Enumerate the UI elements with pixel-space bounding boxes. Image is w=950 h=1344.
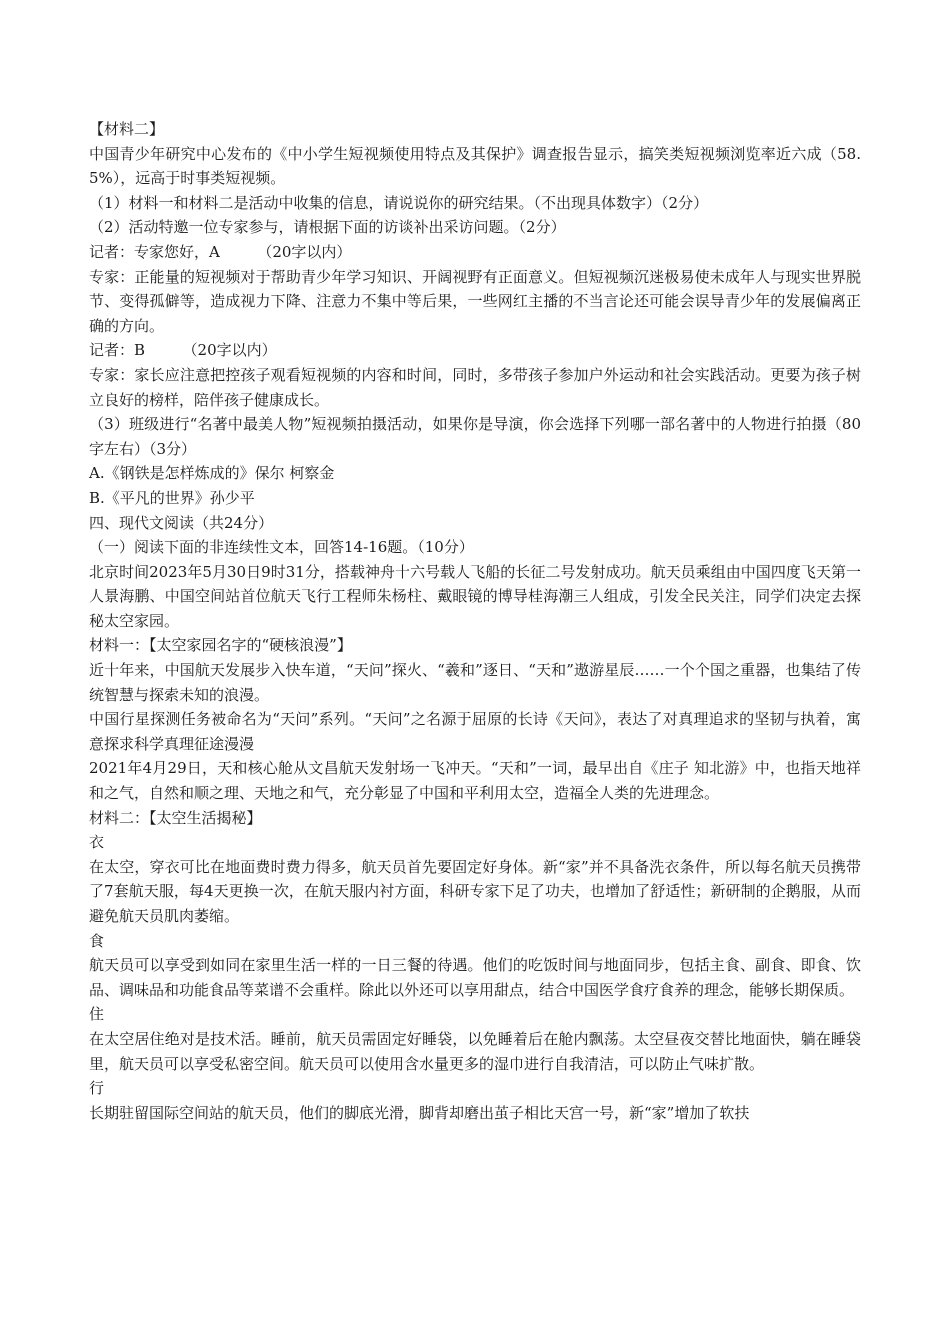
subsection-instruction: （一）阅读下面的非连续性文本，回答14-16题。（10分） [89, 538, 474, 557]
document-page [89, 117, 861, 1125]
interview-expert-answer-1: 专家：正能量的短视频对于帮助青少年学习知识、开阔视野有正面意义。但短视频沉迷极易使未成年人与现实世界脱节、变得孤僻等，造成视力下降、注意力不集中等后果，一些网红主播的不当言论还可能会误导青少年的发展偏离正确的方向。 [89, 267, 861, 335]
intro-paragraph: 北京时间2023年5月30日9时31分，搭载神舟十六号载人飞船的长征二号发射成功。航天员乘组由中国四度飞天第一人景海鹏、中国空间站首位航天飞行工程师朱杨柱、戴眼镜的博导桂海潮三人组成，引发全民关注，同学们决定去探秘太空家园。 [89, 562, 861, 630]
interview-reporter-a: 记者：专家您好，A （20字以内） [89, 242, 352, 261]
material-one-paragraph-1: 近十年来，中国航天发展步入快车道，“天问”探火、“羲和”逐日、“天和”遨游星辰……一个个国之重器，也集结了传统智慧与探索未知的浪漫。 [89, 661, 861, 704]
question-3: （3）班级进行“名著中最美人物”短视频拍摄活动，如果你是导演，你会选择下列哪一部名著中的人物进行拍摄（80字左右）（3分） [89, 415, 861, 458]
material-two-secret-heading: 材料二：【太空生活揭秘】 [89, 808, 262, 827]
material-one-heading: 材料一：【太空家园名字的“硬核浪漫”】 [89, 636, 352, 655]
food-paragraph: 航天员可以享受到如同在家里生活一样的一日三餐的待遇。他们的吃饭时间与地面同步，包括主食、副食、即食、饮品、调味品和功能食品等菜谱不会重样。除此以外还可以享用甜点，结合中国医学食疗食养的理念，能够长期保质。 [89, 956, 861, 999]
question-2: （2）活动特邀一位专家参与，请根据下面的访谈补出采访问题。（2分） [89, 218, 566, 237]
clothing-paragraph: 在太空，穿衣可比在地面费时费力得多，航天员首先要固定好身体。新“家”并不具备洗衣条件，所以每名航天员携带了7套航天服，每4天更换一次，在航天服内衬方面，科研专家下足了功夫，也增加了舒适性；新研制的企鹅服，从而避免航天员肌肉萎缩。 [89, 857, 861, 925]
interview-reporter-b: 记者：B （20字以内） [89, 341, 277, 360]
food-heading: 食 [89, 931, 105, 950]
travel-heading: 行 [89, 1079, 105, 1098]
material-one-paragraph-2: 中国行星探测任务被命名为“天问”系列。“天问”之名源于屈原的长诗《天问》，表达了对真理追求的坚韧与执着，寓意探求科学真理征途漫漫 [89, 710, 861, 753]
travel-paragraph: 长期驻留国际空间站的航天员，他们的脚底光滑，脚背却磨出茧子相比天宫一号，新“家”增加了软扶 [89, 1103, 750, 1122]
clothing-heading: 衣 [89, 833, 105, 852]
interview-expert-answer-2: 专家：家长应注意把控孩子观看短视频的内容和时间，同时，多带孩子参加户外运动和社会实践活动。更要为孩子树立良好的榜样，陪伴孩子健康成长。 [89, 365, 861, 409]
material-one-paragraph-3: 2021年4月29日，天和核心舱从文昌航天发射场一飞冲天。“天和”一词，最早出自《庄子 知北游》中，也指天地祥和之气，自然和顺之理、天地之和气，充分彰显了中国和平利用太空，造福全人类的先进理念。 [89, 759, 861, 803]
option-a: A.《钢铁是怎样炼成的》保尔 柯察金 [89, 464, 335, 483]
housing-heading: 住 [89, 1005, 105, 1024]
material-two-text: 中国青少年研究中心发布的《中小学生短视频使用特点及其保护》调查报告显示，搞笑类短视频浏览率近六成（58.5%），远高于时事类短视频。 [89, 144, 861, 188]
option-b: B.《平凡的世界》孙少平 [89, 488, 255, 507]
question-1: （1）材料一和材料二是活动中收集的信息，请说说你的研究结果。（不出现具体数字）（2分） [89, 193, 709, 212]
housing-paragraph: 在太空居住绝对是技术活。睡前，航天员需固定好睡袋，以免睡着后在舱内飘荡。太空昼夜交替比地面快，躺在睡袋里，航天员可以享受私密空间。航天员可以使用含水量更多的湿巾进行自我清洁，可以防止气味扩散。 [89, 1029, 861, 1073]
section-heading-reading: 四、现代文阅读（共24分） [89, 513, 274, 532]
material-two-heading: 【材料二】 [89, 120, 165, 138]
